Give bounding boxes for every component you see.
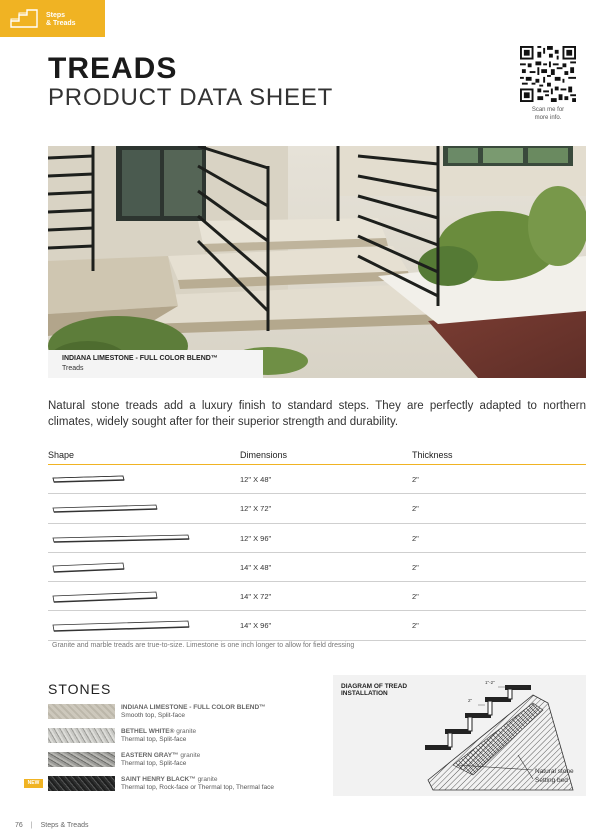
header-dimensions: Dimensions [240,450,288,460]
steps-icon [9,9,39,29]
table-footnote: Granite and marble treads are true-to-size. Limestone is one inch longer to allow for field dressing [52,642,355,649]
table-row [48,553,586,582]
tread-shape-icon [48,532,198,546]
dimensions-cell: 12" X 96" [240,533,272,543]
qr-code-icon[interactable] [520,46,576,102]
dimension-label: 2" [468,698,473,703]
photo-caption-title: INDIANA LIMESTONE - FULL COLOR BLEND™ [62,355,218,362]
label-setting-bed: Setting bed [535,777,568,784]
stone-name: SAINT HENRY BLACK™ granite [121,776,218,783]
stone-swatch [48,728,115,743]
stone-item [48,752,328,768]
footer-section: Steps & Treads [40,822,89,829]
table-row [48,582,586,611]
page-number: 76 [15,822,23,829]
table-row [48,611,586,640]
qr-caption: Scan me for more info. [531,107,565,121]
thickness-cell: 2" [412,592,419,602]
table-row [48,524,586,553]
stone-item [48,728,328,744]
thickness-cell: 2" [412,533,419,543]
stone-finish: Smooth top, Split-face [121,712,185,719]
label-natural-stone: Natural stone [535,768,574,775]
table-row [48,494,586,523]
installation-diagram [333,675,586,796]
section-tab [0,0,105,37]
dimensions-cell: 12" X 72" [240,504,272,514]
dimensions-cell: 12" X 48" [240,475,272,484]
dimensions-cell: 14" X 96" [240,621,272,631]
stones-heading: STONES [48,681,112,697]
stone-swatch [48,704,115,719]
stone-finish: Thermal top, Rock-face or Thermal top, Thermal face [121,784,274,791]
stone-item [48,704,328,720]
stone-finish: Thermal top, Split-face [121,736,187,743]
dimensions-cell: 14" X 48" [240,562,272,572]
stone-swatch [48,752,115,767]
diagram-title: DIAGRAM OF TREAD INSTALLATION [341,683,408,697]
section-tab-label: Steps & Treads [46,12,76,27]
stone-swatch [48,776,115,791]
new-badge: NEW [24,779,43,788]
tread-shape-icon [48,619,198,633]
stone-item [48,776,328,792]
stone-name: EASTERN GRAY™ granite [121,752,201,759]
thickness-cell: 2" [412,562,419,572]
thickness-cell: 2" [412,621,419,631]
header-shape: Shape [48,450,75,460]
table-row [48,465,586,494]
tread-shape-icon [48,473,198,487]
photo-caption-subtitle: Treads [62,365,84,372]
header-thickness: Thickness [412,450,453,460]
table-header [48,448,586,465]
page-title: TREADS [48,52,178,85]
product-photo [48,146,586,378]
intro-paragraph: Natural stone treads add a luxury finish to standard steps. They are perfectly adapted to northern climates, widely sought after for their superior strength and durability. [48,400,586,428]
stone-finish: Thermal top, Split-face [121,760,187,767]
thickness-cell: 2" [412,504,419,514]
dimension-label: 1"-2" [485,680,495,685]
page-footer: 76 | Steps & Treads [15,822,89,829]
dimensions-cell: 14" X 72" [240,592,272,602]
tread-shape-icon [48,502,198,516]
page-subtitle: PRODUCT DATA SHEET [48,84,334,111]
stone-name: BETHEL WHITE® granite [121,728,197,735]
spec-table [48,448,586,641]
tread-shape-icon [48,561,198,575]
photo-caption [48,350,263,378]
tread-shape-icon [48,590,198,604]
thickness-cell: 2" [412,475,419,484]
stone-name: INDIANA LIMESTONE - FULL COLOR BLEND™ [121,704,266,711]
